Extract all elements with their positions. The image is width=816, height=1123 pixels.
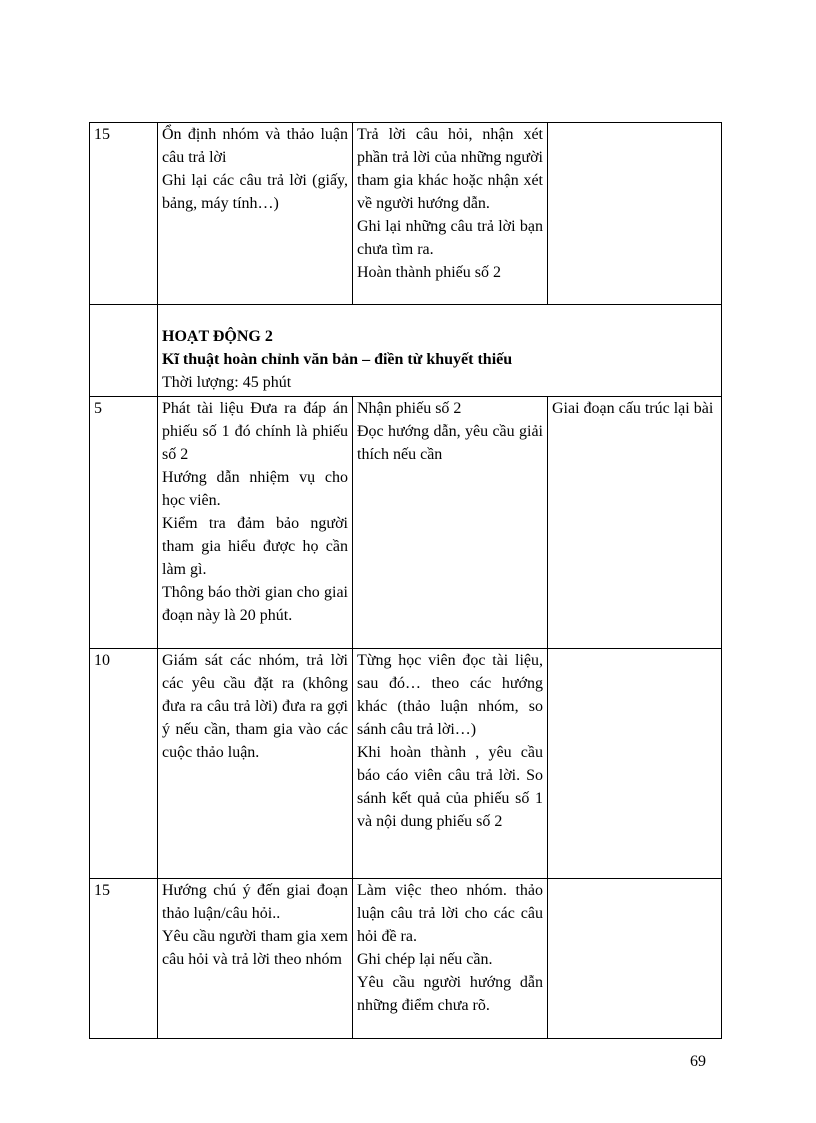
teacher-step: Thông báo thời gian cho giai đoạn này là 20 phút. — [162, 584, 348, 624]
learner-activity-cell — [353, 123, 548, 305]
learner-step: Yêu cầu người hướng dẫn những điểm chưa rõ. — [357, 974, 543, 1014]
activity-header-row — [90, 305, 722, 397]
notes-cell — [548, 649, 722, 879]
learner-activity-cell — [353, 879, 548, 1039]
learner-activity-cell — [353, 649, 548, 879]
activity-header-cell — [158, 305, 722, 397]
teacher-step: Kiểm tra đảm bảo người tham gia hiểu được họ cần làm gì. — [162, 515, 348, 578]
learner-activity-cell — [353, 397, 548, 649]
learner-step: Từng học viên đọc tài liệu, sau đó… theo các hướng khác (thảo luận nhóm, so sánh câu trả lời…) — [357, 652, 543, 738]
lesson-plan-table — [89, 122, 722, 1039]
teacher-step: Ổn định nhóm và thảo luận câu trả lời — [162, 126, 348, 166]
learner-step: Ghi lại những câu trả lời bạn chưa tìm ra. — [357, 218, 543, 258]
table-row — [90, 879, 722, 1039]
notes-cell — [548, 397, 722, 649]
learner-step: Khi hoàn thành , yêu cầu báo cáo viên câu trả lời. So sánh kết quả của phiếu số 1 và nội dung phiếu số 2 — [357, 744, 543, 830]
activity-subtitle: Kĩ thuật hoàn chỉnh văn bản – điền từ khuyết thiếu — [162, 351, 513, 368]
learner-step: Ghi chép lại nếu cần. — [357, 951, 493, 968]
teacher-step: Ghi lại các câu trả lời (giấy, bảng, máy tính…) — [162, 172, 348, 212]
activity-title: HOẠT ĐỘNG 2 — [162, 328, 273, 345]
learner-step: Đọc hướng dẫn, yêu cầu giải thích nếu cần — [357, 423, 543, 463]
time-cell — [90, 305, 158, 397]
learner-step: Làm việc theo nhóm. thảo luận câu trả lời cho các câu hỏi đề ra. — [357, 882, 543, 945]
teacher-activity-cell — [158, 879, 353, 1039]
learner-step: Hoàn thành phiếu số 2 — [357, 264, 501, 281]
learner-step: Nhận phiếu số 2 — [357, 400, 462, 417]
teacher-activity-cell — [158, 397, 353, 649]
teacher-step: Giám sát các nhóm, trả lời các yêu cầu đặt ra (không đưa ra câu trả lời) đưa ra gợi ý nếu cần, tham gia vào các cuộc thảo luận. — [162, 652, 348, 761]
table-row — [90, 649, 722, 879]
teacher-activity-cell — [158, 123, 353, 305]
table-row — [90, 123, 722, 305]
time-cell: 10 — [90, 649, 158, 879]
time-cell: 15 — [90, 879, 158, 1039]
activity-duration: Thời lượng: 45 phút — [162, 374, 292, 391]
time-cell: 15 — [90, 123, 158, 305]
time-cell: 5 — [90, 397, 158, 649]
notes-cell — [548, 879, 722, 1039]
teacher-step: Hướng chú ý đến giai đoạn thảo luận/câu hỏi.. — [162, 882, 348, 922]
table-row — [90, 397, 722, 649]
teacher-step: Phát tài liệu Đưa ra đáp án phiếu số 1 đó chính là phiếu số 2 — [162, 400, 348, 463]
note-text: Giai đoạn cấu trúc lại bài — [552, 400, 714, 417]
learner-step: Trả lời câu hỏi, nhận xét phần trả lời của những người tham gia khác hoặc nhận xét về người hướng dẫn. — [357, 126, 543, 212]
teacher-activity-cell — [158, 649, 353, 879]
page-number: 69 — [690, 1053, 706, 1070]
teacher-step: Hướng dẫn nhiệm vụ cho học viên. — [162, 469, 348, 509]
notes-cell — [548, 123, 722, 305]
teacher-step: Yêu cầu người tham gia xem câu hỏi và trả lời theo nhóm — [162, 928, 348, 968]
